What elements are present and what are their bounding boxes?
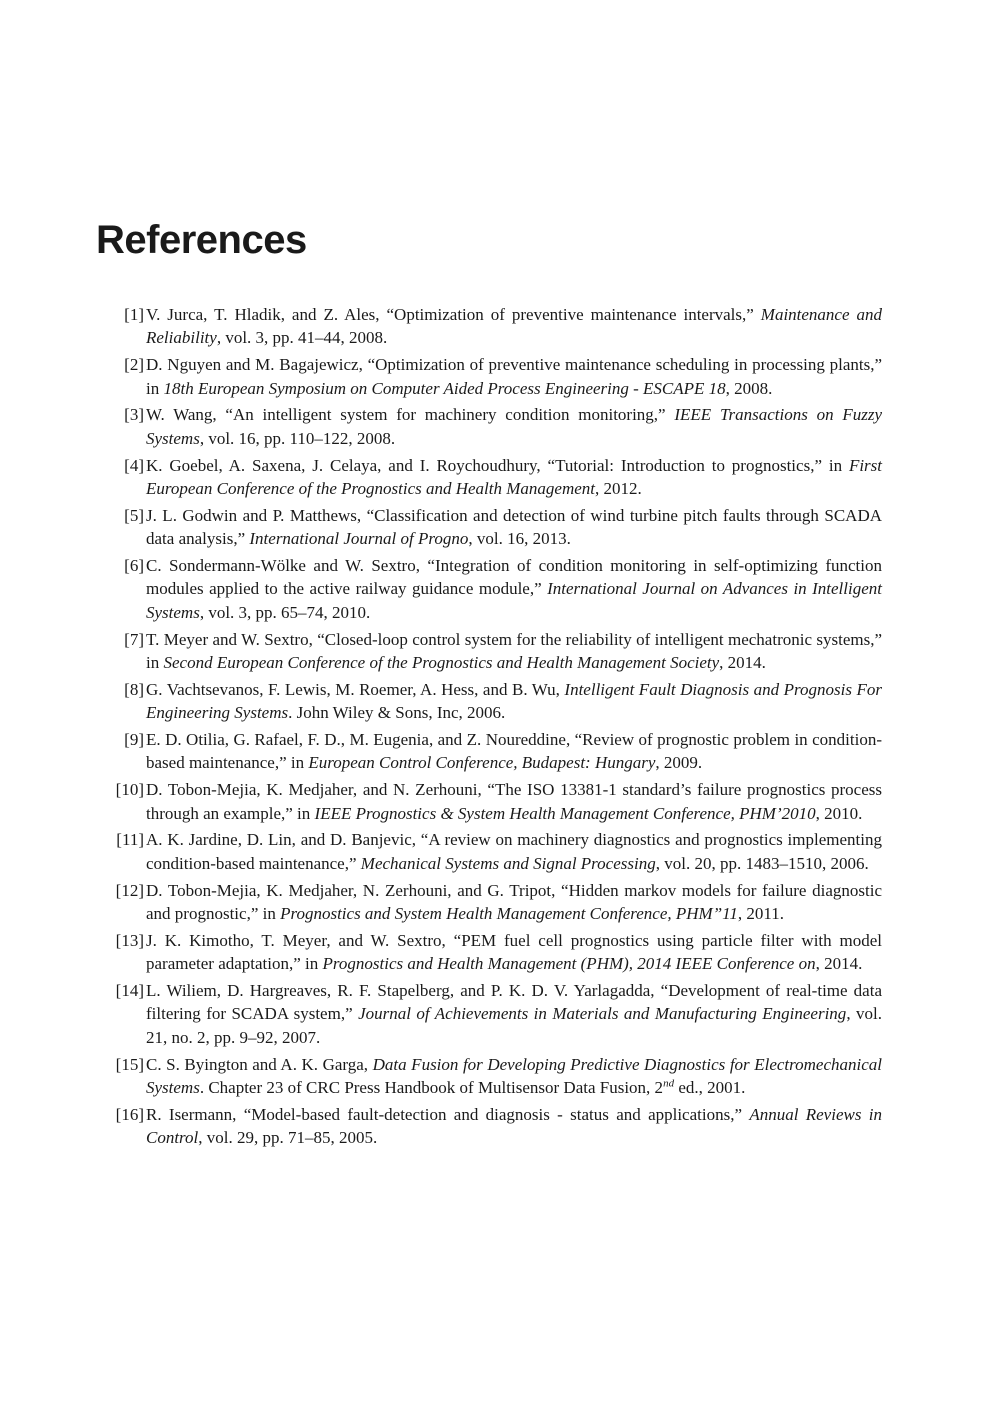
reference-segment: D. Tobon-Mejia, K. Medjaher, and N. Zerhouni, “The ISO 13381-1 standard’s failure prognostics process through an example,” in bbox=[146, 780, 882, 823]
reference-segment: R. Isermann, “Model-based fault-detection and diagnosis - status and applications,” bbox=[146, 1104, 750, 1124]
reference-number: [9] bbox=[124, 730, 144, 750]
reference-source-title: IEEE Transactions on Fuzzy Systems bbox=[146, 405, 882, 448]
reference-text bbox=[144, 303, 882, 350]
reference-text bbox=[144, 979, 882, 1049]
reference-segment: , 2010. bbox=[815, 803, 863, 823]
reference-number: [7] bbox=[124, 629, 144, 649]
reference-segment: E. D. Otilia, G. Rafael, F. D., M. Eugenia, and Z. Noureddine, “Review of prognostic problem in condition-based maintenance,” in bbox=[146, 730, 882, 773]
reference-segment: , 2014. bbox=[719, 653, 766, 673]
reference-number: [5] bbox=[124, 505, 144, 525]
reference-segment: V. Jurca, T. Hladik, and Z. Ales, “Optimization of preventive maintenance intervals,” bbox=[146, 305, 761, 324]
reference-number: [8] bbox=[124, 679, 144, 699]
reference-text bbox=[144, 778, 882, 825]
reference-text bbox=[144, 879, 882, 926]
reference-segment: ed., 2001. bbox=[674, 1078, 746, 1098]
reference-number: [15] bbox=[115, 1054, 144, 1074]
reference-entry bbox=[104, 403, 882, 450]
reference-segment: J. K. Kimotho, T. Meyer, and W. Sextro, “PEM fuel cell prognostics using particle filter with model parameter adaptation,” in bbox=[146, 930, 882, 974]
reference-segment: D. Nguyen and M. Bagajewicz, “Optimization of preventive maintenance scheduling in processing plants,” in bbox=[146, 355, 882, 398]
reference-number: [11] bbox=[116, 830, 144, 850]
reference-segment: , vol. 16, 2013. bbox=[468, 529, 571, 549]
reference-source-title: Prognostics and Health Management (PHM), 2014 IEEE Conference on bbox=[322, 954, 816, 974]
reference-text bbox=[144, 828, 882, 875]
reference-entry bbox=[104, 828, 882, 875]
reference-entry bbox=[104, 1103, 882, 1150]
reference-segment: , vol. 29, pp. 71–85, 2005. bbox=[198, 1128, 378, 1148]
reference-text bbox=[144, 1103, 882, 1150]
reference-segment: L. Wiliem, D. Hargreaves, R. F. Stapelberg, and P. K. D. V. Yarlagadda, “Development of real-time data filtering for SCADA system,” bbox=[146, 981, 882, 1024]
reference-segment: , vol. 3, pp. 41–44, 2008. bbox=[216, 328, 388, 348]
reference-source-title: European Control Conference, Budapest: Hungary bbox=[308, 753, 656, 773]
reference-segment: , vol. 20, pp. 1483–1510, 2006. bbox=[655, 853, 869, 873]
reference-entry bbox=[104, 554, 882, 624]
reference-entry bbox=[104, 303, 882, 350]
reference-entry bbox=[104, 1053, 882, 1100]
page-title: References bbox=[96, 218, 307, 262]
reference-segment: , 2008. bbox=[725, 378, 773, 398]
reference-number: [13] bbox=[115, 930, 144, 950]
reference-text bbox=[144, 403, 882, 450]
reference-source-title: International Journal on Advances in Intelligent Systems bbox=[146, 579, 882, 622]
reference-number: [6] bbox=[124, 556, 144, 576]
reference-source-title: Journal of Achievements in Materials and Manufacturing Engineering bbox=[358, 1004, 847, 1024]
reference-text bbox=[144, 728, 882, 775]
reference-number: [1] bbox=[124, 305, 144, 324]
reference-number: [16] bbox=[115, 1104, 144, 1124]
reference-entry bbox=[104, 929, 882, 976]
reference-number: [2] bbox=[124, 355, 144, 375]
reference-segment: C. S. Byington and A. K. Garga, bbox=[146, 1054, 373, 1074]
reference-number: [12] bbox=[115, 880, 144, 900]
reference-source-title: 18th European Symposium on Computer Aided Process Engineering - ESCAPE 18 bbox=[163, 378, 726, 398]
reference-source-title: Prognostics and System Health Management Conference, PHM”11 bbox=[280, 904, 738, 924]
reference-segment: , vol. 21, no. 2, pp. 9–92, 2007. bbox=[146, 1004, 882, 1047]
reference-segment: , 2011. bbox=[737, 904, 785, 924]
reference-segment: , vol. 3, pp. 65–74, 2010. bbox=[199, 602, 371, 622]
reference-superscript: nd bbox=[663, 1077, 675, 1090]
reference-segment: . Chapter 23 of CRC Press Handbook of Multisensor Data Fusion, 2 bbox=[199, 1078, 664, 1098]
reference-text bbox=[144, 554, 882, 624]
reference-segment: . John Wiley & Sons, Inc, 2006. bbox=[288, 703, 506, 723]
reference-list bbox=[104, 303, 882, 1153]
reference-entry bbox=[104, 628, 882, 675]
reference-segment: C. Sondermann-Wölke and W. Sextro, “Integration of condition monitoring in self-optimizing function modules applied to the active railway guidance module,” bbox=[146, 556, 882, 599]
reference-source-title: Mechanical Systems and Signal Processing bbox=[360, 853, 656, 873]
reference-source-title: Data Fusion for Developing Predictive Diagnostics for Electromechanical Systems bbox=[146, 1054, 882, 1098]
reference-segment: T. Meyer and W. Sextro, “Closed-loop control system for the reliability of intelligent mechatronic systems,” in bbox=[146, 629, 882, 673]
reference-number: [4] bbox=[124, 455, 144, 475]
reference-segment: J. L. Godwin and P. Matthews, “Classification and detection of wind turbine pitch faults through SCADA data analysis,” bbox=[146, 505, 882, 549]
reference-entry bbox=[104, 778, 882, 825]
reference-segment: , 2014. bbox=[815, 954, 863, 974]
reference-text bbox=[144, 1053, 882, 1100]
reference-segment: , 2012. bbox=[595, 479, 642, 499]
reference-entry bbox=[104, 454, 882, 501]
reference-number: [3] bbox=[124, 405, 144, 425]
reference-source-title: Second European Conference of the Prognostics and Health Management Society bbox=[163, 653, 720, 673]
reference-segment: G. Vachtsevanos, F. Lewis, M. Roemer, A. Hess, and B. Wu, bbox=[146, 679, 565, 699]
reference-segment: A. K. Jardine, D. Lin, and D. Banjevic, “A review on machinery diagnostics and prognostics implementing condition-based maintenance,” bbox=[146, 830, 882, 873]
reference-number: [10] bbox=[115, 780, 144, 800]
reference-source-title: First European Conference of the Prognostics and Health Management bbox=[146, 455, 882, 499]
reference-entry bbox=[104, 504, 882, 551]
reference-entry bbox=[104, 979, 882, 1049]
reference-entry bbox=[104, 353, 882, 400]
reference-segment: , 2009. bbox=[655, 753, 703, 773]
reference-text bbox=[144, 929, 882, 976]
reference-source-title: IEEE Prognostics & System Health Management Conference, PHM’2010 bbox=[314, 803, 816, 823]
reference-text bbox=[144, 504, 882, 551]
reference-source-title: International Journal of Progno bbox=[249, 529, 469, 549]
reference-source-title: Intelligent Fault Diagnosis and Prognosis For Engineering Systems bbox=[146, 679, 882, 723]
reference-text bbox=[144, 454, 882, 501]
reference-text bbox=[144, 678, 882, 725]
reference-number: [14] bbox=[115, 981, 144, 1001]
reference-text bbox=[144, 353, 882, 400]
reference-segment: K. Goebel, A. Saxena, J. Celaya, and I. Roychoudhury, “Tutorial: Introduction to prognostics,” in bbox=[146, 455, 849, 475]
reference-segment: , vol. 16, pp. 110–122, 2008. bbox=[199, 428, 396, 448]
reference-text bbox=[144, 628, 882, 675]
reference-source-title: Annual Reviews in Control bbox=[146, 1104, 882, 1148]
reference-entry bbox=[104, 728, 882, 775]
reference-segment: D. Tobon-Mejia, K. Medjaher, N. Zerhouni, and G. Tripot, “Hidden markov models for failure diagnostic and prognostic,” in bbox=[146, 880, 882, 924]
reference-entry bbox=[104, 678, 882, 725]
reference-segment: W. Wang, “An intelligent system for machinery condition monitoring,” bbox=[146, 405, 675, 425]
reference-source-title: Maintenance and Reliability bbox=[146, 305, 882, 348]
reference-entry bbox=[104, 879, 882, 926]
